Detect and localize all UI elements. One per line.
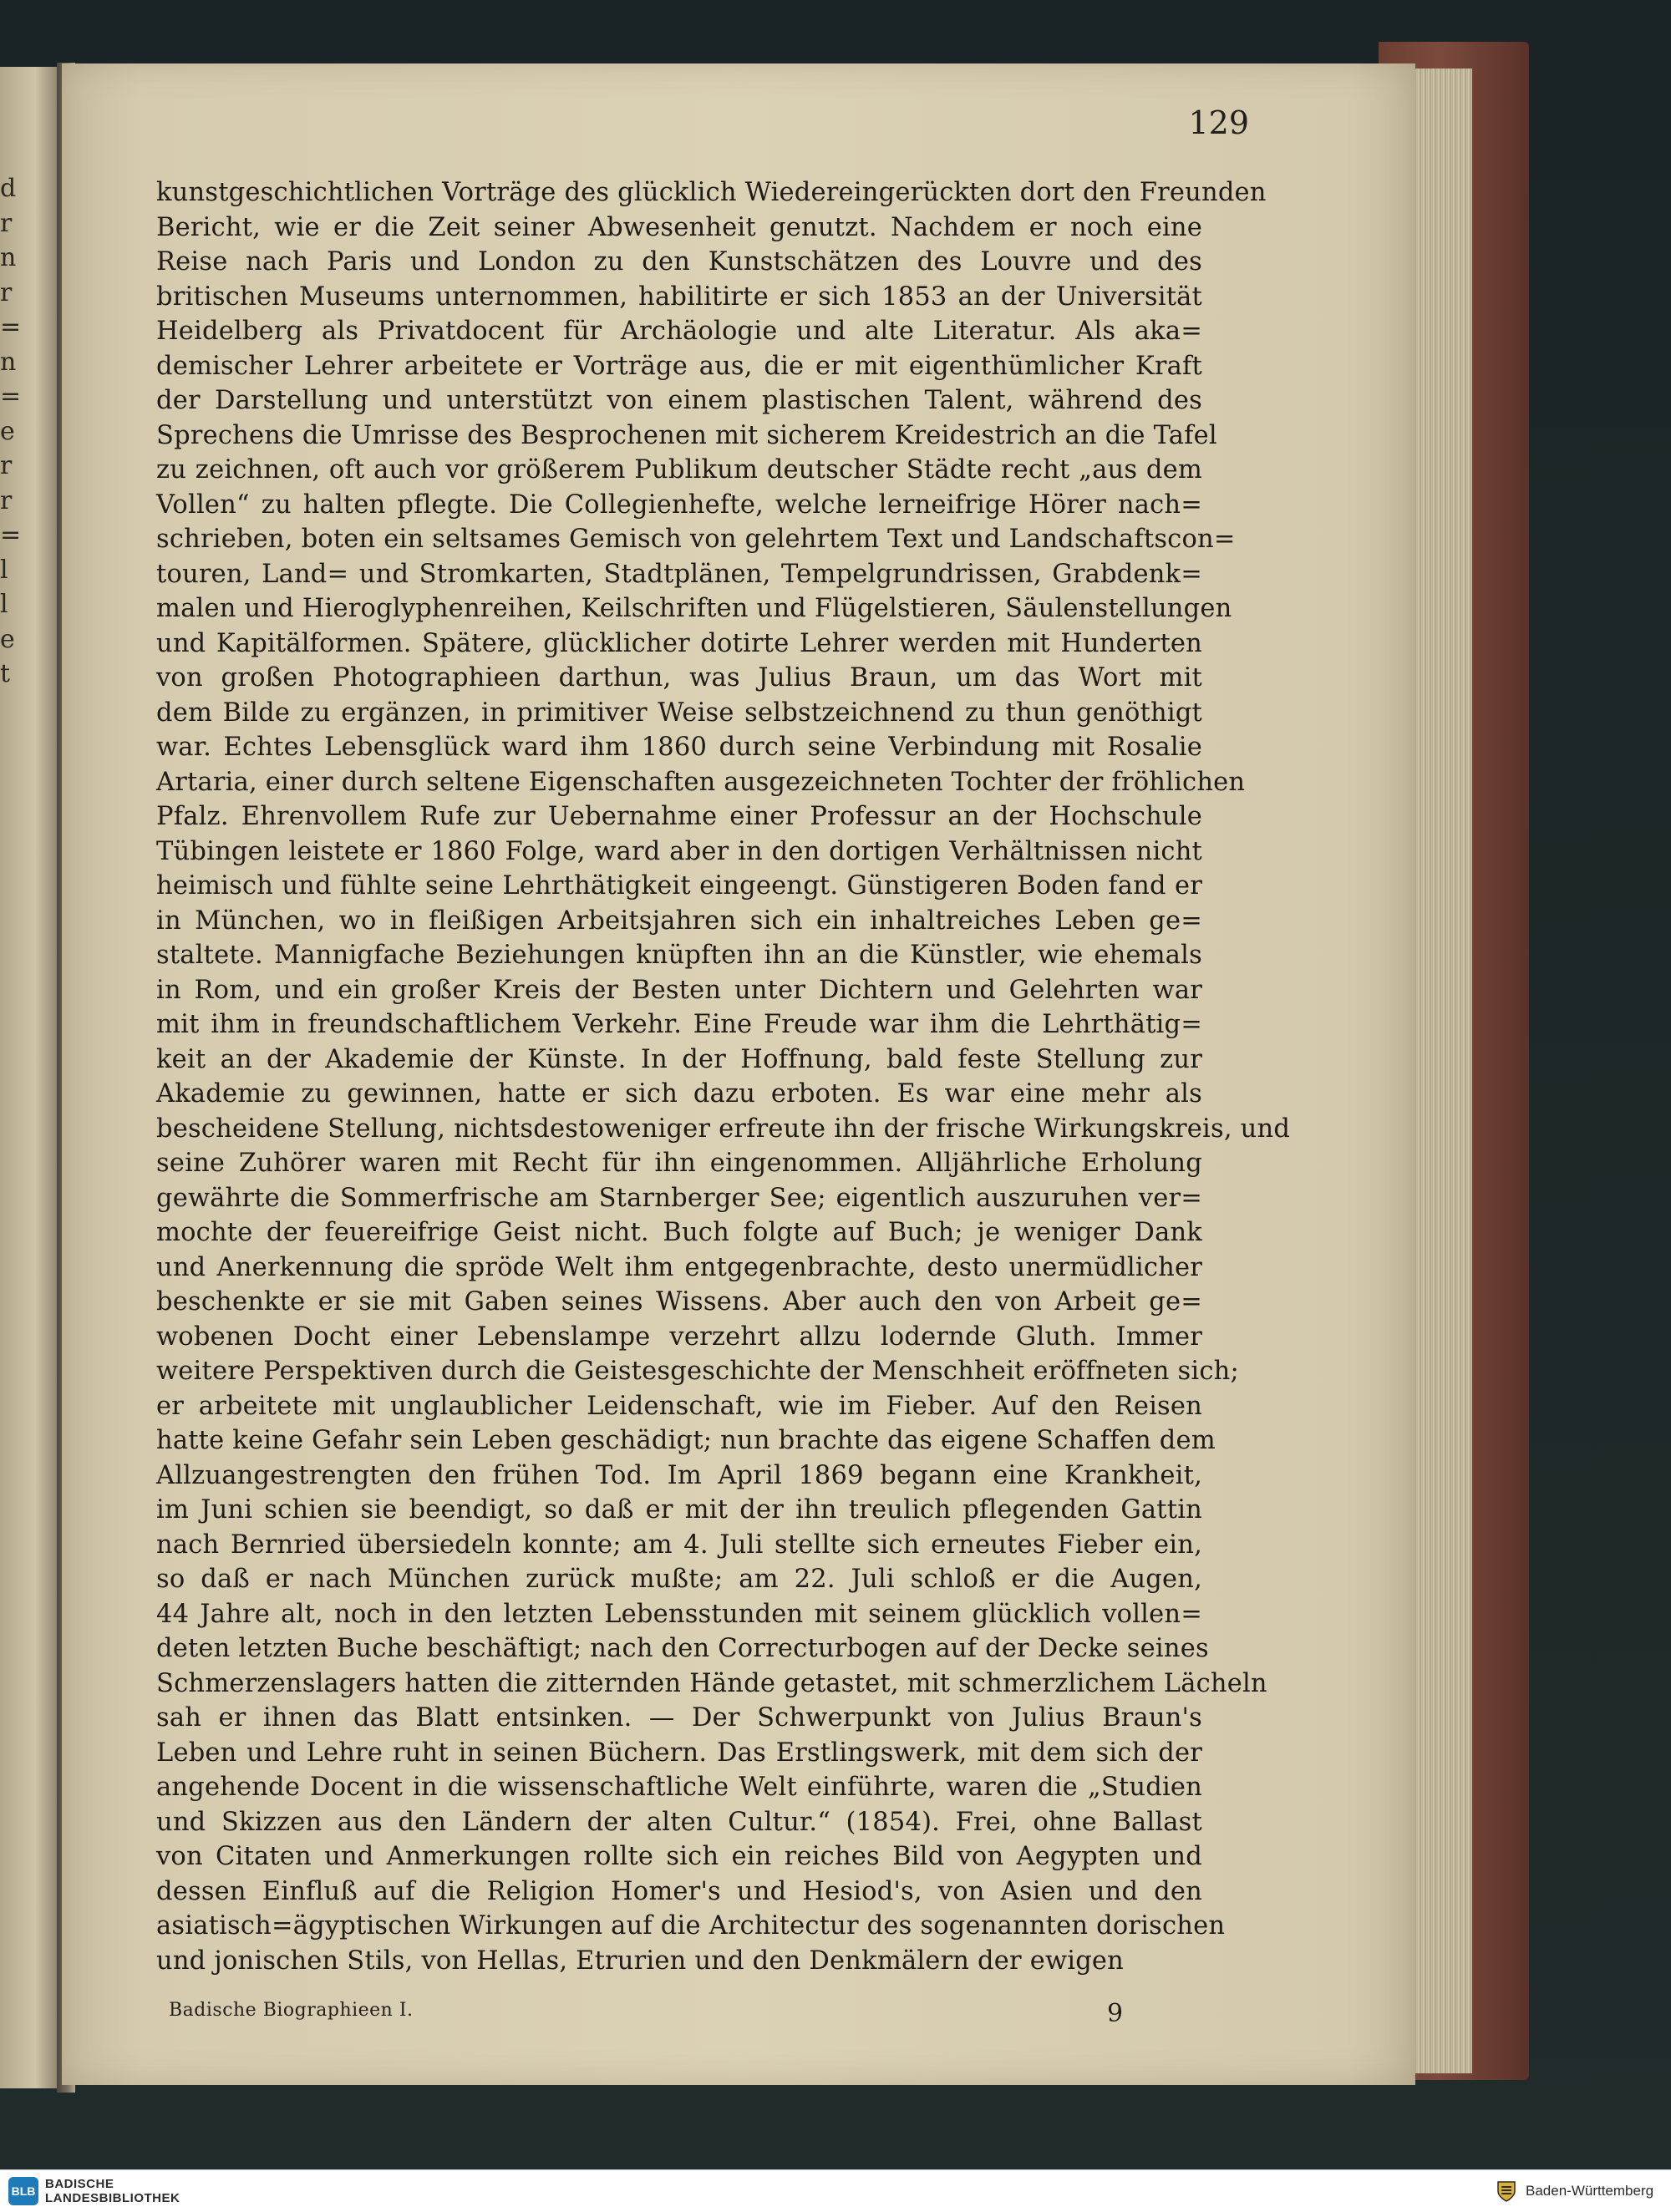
text-line: beschenkte er sie mit Gaben seines Wissens. Aber auch den von Arbeit ge= (156, 1287, 1202, 1317)
left-facing-page (0, 67, 61, 2088)
left-margin-fragment: l (0, 590, 8, 619)
text-line: seine Zuhörer waren mit Recht für ihn eingenommen. Alljährliche Erholung (156, 1149, 1202, 1178)
text-line: war. Echtes Lebensglück ward ihm 1860 durch seine Verbindung mit Rosalie (156, 733, 1202, 762)
text-line: Allzuangestrengten den frühen Tod. Im April 1869 begann eine Krankheit, (156, 1460, 1202, 1490)
text-line: Akademie zu gewinnen, hatte er sich dazu erboten. Es war eine mehr als (156, 1079, 1202, 1109)
left-margin-fragment: d (0, 174, 17, 203)
text-line: dessen Einfluß auf die Religion Homer's und Hesiod's, von Asien und den (156, 1876, 1202, 1906)
left-margin-fragment: = (0, 520, 22, 550)
text-line: angehende Docent in die wissenschaftliche Welt einführte, waren die „Studien (156, 1773, 1202, 1802)
left-margin-fragment: r (0, 485, 13, 515)
left-margin-fragment: r (0, 208, 13, 238)
text-line: in Rom, und ein großer Kreis der Besten unter Dichtern und Gelehrten war (156, 975, 1202, 1005)
left-margin-fragment: l (0, 555, 8, 585)
text-line: er arbeitete mit unglaublicher Leidenschaft, wie im Fieber. Auf den Reisen (156, 1391, 1202, 1421)
left-margin-fragment: n (0, 243, 17, 272)
text-line: weitere Perspektiven durch die Geistesgeschichte der Menschheit eröffneten sich; (156, 1357, 1239, 1386)
page-edges (1410, 68, 1472, 2073)
text-line: Tübingen leistete er 1860 Folge, ward aber in den dortigen Verhältnissen nicht (156, 836, 1202, 866)
text-line: wobenen Docht einer Lebenslampe verzehrt allzu lodernde Gluth. Immer (156, 1322, 1202, 1352)
left-margin-fragment (0, 726, 20, 761)
text-line: von großen Photographieen darthun, was Julius Braun, um das Wort mit (156, 663, 1202, 693)
text-line: hatte keine Gefahr sein Leben geschädigt; nun brachte das eigene Schaffen dem (156, 1426, 1216, 1455)
text-line: Vollen“ zu halten pflegte. Die Collegienhefte, welche lerneifrige Hörer nach= (156, 490, 1202, 520)
text-line: und Skizzen aus den Ländern der alten Cultur.“ (1854). Frei, ohne Ballast (156, 1807, 1202, 1837)
text-line: dem Bilde zu ergänzen, in primitiver Weise selbstzeichnend zu thun genöthigt (156, 698, 1202, 728)
text-line: von Citaten und Anmerkungen rollte sich ein reiches Bild von Aegypten und (156, 1842, 1202, 1871)
blb-brand-line2: LANDESBIBLIOTHEK (45, 2191, 180, 2205)
text-line: Schmerzenslagers hatten die zitternden Hände getastet, mit schmerzlichem Lächeln (156, 1668, 1267, 1698)
text-line: deten letzten Buche beschäftigt; nach den Correcturbogen auf der Decke seines (156, 1634, 1209, 1663)
text-line: im Juni schien sie beendigt, so daß er mit der ihn treulich pflegenden Gattin (156, 1495, 1202, 1525)
text-line: demischer Lehrer arbeitete er Vorträge aus, die er mit eigenthümlicher Kraft (156, 351, 1202, 381)
text-line: bescheidene Stellung, nichtsdestoweniger erfreute ihn der frische Wirkungskreis, und (156, 1114, 1291, 1144)
text-line: britischen Museums unternommen, habilitirte er sich 1853 an der Universität (156, 282, 1202, 312)
text-line: gewährte die Sommerfrische am Starnberger See; eigentlich auszuruhen ver= (156, 1183, 1202, 1213)
text-line: 44 Jahre alt, noch in den letzten Lebensstunden mit seinem glücklich vollen= (156, 1599, 1202, 1629)
viewer-footer-bar (0, 2169, 1671, 2212)
baden-wuerttemberg-brand[interactable]: Baden-Württemberg (1526, 2183, 1654, 2199)
text-line: Heidelberg als Privatdocent für Archäologie und alte Literatur. Als aka= (156, 317, 1202, 346)
footer-signature: Badische Biographieen I. (169, 2000, 414, 2021)
left-margin-fragment: r (0, 277, 13, 307)
text-line: nach Bernried übersiedeln konnte; am 4. Juli stellte sich erneutes Fieber ein, (156, 1530, 1202, 1560)
text-line: mochte der feuereifrige Geist nicht. Buch folgte auf Buch; je weniger Dank (156, 1218, 1202, 1247)
blb-logo-icon[interactable]: BLB (8, 2177, 38, 2205)
text-line: mit ihm in freundschaftlichem Verkehr. Eine Freude war ihm die Lehrthätig= (156, 1010, 1202, 1039)
text-line: staltete. Mannigfache Beziehungen knüpften ihn an die Künstler, wie ehemals (156, 941, 1202, 970)
text-line: Bericht, wie er die Zeit seiner Abwesenheit genutzt. Nachdem er noch eine (156, 212, 1202, 242)
left-margin-fragment (0, 795, 20, 830)
left-margin-fragment (0, 692, 20, 727)
text-line: keit an der Akademie der Künste. In der Hoffnung, bald feste Stellung zur (156, 1044, 1202, 1074)
text-line: Artaria, einer durch seltene Eigenschaften ausgezeichneten Tochter der fröhlichen (156, 767, 1246, 797)
text-line: malen und Hieroglyphenreihen, Keilschriften und Flügelstieren, Säulenstellungen (156, 594, 1232, 623)
text-line: der Darstellung und unterstützt von einem plastischen Talent, während des (156, 386, 1202, 415)
text-line: sah er ihnen das Blatt entsinken. — Der Schwerpunkt von Julius Braun's (156, 1703, 1202, 1733)
left-page-margin-fragments (0, 171, 20, 830)
left-margin-fragment (0, 761, 20, 796)
baden-wuerttemberg-coat-of-arms-icon[interactable] (1496, 2179, 1517, 2203)
text-line: und Anerkennung die spröde Welt ihm entgegenbrachte, desto unermüdlicher (156, 1252, 1202, 1282)
blb-brand-line1: BADISCHE (45, 2177, 114, 2191)
left-margin-fragment: e (0, 416, 15, 446)
left-margin-fragment: e (0, 624, 15, 654)
text-line: Reise nach Paris und London zu den Kunstschätzen des Louvre und des (156, 247, 1202, 276)
text-line: schrieben, boten ein seltsames Gemisch von gelehrtem Text und Landschaftscon= (156, 525, 1236, 554)
text-line: so daß er nach München zurück mußte; am 22. Juli schloß er die Augen, (156, 1565, 1202, 1594)
page-number: 129 (1188, 104, 1249, 141)
left-margin-fragment: r (0, 451, 13, 480)
text-line: touren, Land= und Stromkarten, Stadtplänen, Tempelgrundrissen, Grabdenk= (156, 559, 1202, 589)
text-line: Pfalz. Ehrenvollem Rufe zur Uebernahme einer Professur an der Hochschule (156, 802, 1202, 831)
text-line: in München, wo in fleißigen Arbeitsjahren sich ein inhaltreiches Leben ge= (156, 906, 1202, 936)
blb-brand[interactable] (45, 2177, 180, 2205)
text-line: zu zeichnen, oft auch vor größerem Publikum deutscher Städte recht „aus dem (156, 455, 1202, 485)
footer-signature-number: 9 (1107, 1999, 1124, 2028)
left-margin-fragment: = (0, 312, 22, 342)
left-margin-fragment: t (0, 659, 11, 688)
text-line: Sprechens die Umrisse des Besprochenen mit sicherem Kreidestrich an die Tafel (156, 420, 1217, 450)
page-body-text (156, 175, 1291, 1978)
text-line: und jonischen Stils, von Hellas, Etrurien und den Denkmälern der ewigen (156, 1946, 1125, 1976)
left-margin-fragment: = (0, 382, 22, 411)
text-line: und Kapitälformen. Spätere, glücklicher dotirte Lehrer werden mit Hunderten (156, 628, 1202, 658)
left-margin-fragment: n (0, 347, 17, 377)
text-line: heimisch und fühlte seine Lehrthätigkeit eingeengt. Günstigeren Boden fand er (156, 871, 1202, 901)
text-line: asiatisch=ägyptischen Wirkungen auf die Architectur des sogenannten dorischen (156, 1911, 1226, 1941)
text-line: kunstgeschichtlichen Vorträge des glücklich Wiedereingerückten dort den Freunden (156, 178, 1267, 207)
text-line: Leben und Lehre ruht in seinen Büchern. Das Erstlingswerk, mit dem sich der (156, 1738, 1202, 1768)
